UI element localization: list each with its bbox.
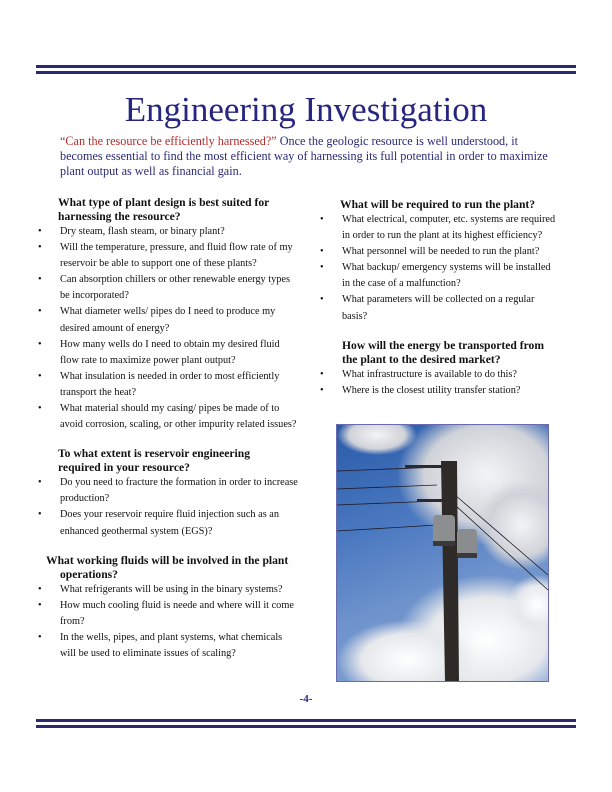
utility-pole-photo [336,424,549,682]
list-item: • Does your reservoir require fluid injection such as an enhanced geothermal system (EGS)? [38,507,300,539]
section-heading: What working fluids will be involved in the plant operations? [46,553,289,581]
section-heading: What type of plant design is best suited for harnessing the resource? [58,196,270,223]
list-item: • What parameters will be collected on a regular basis? [320,292,560,324]
section-run-plant [320,198,560,325]
intro-paragraph [60,134,560,179]
list-item: • What backup/ emergency systems will be installed in the case of a malfunction? [320,260,560,292]
utility-pole-illustration [337,425,548,681]
list-item: • What diameter wells/ pipes do I need to produce my desired amount of energy? [38,304,300,336]
page-title: Engineering Investigation [124,90,488,129]
list-item: • What insulation is needed in order to most efficiently transport the heat? [38,369,300,401]
list-item: • Dry steam, flash steam, or binary plant? [38,224,300,240]
section-energy-transport [320,339,560,399]
section-reservoir-engineering [38,447,300,539]
bottom-rule-2 [36,725,576,728]
section-working-fluids [38,554,300,662]
list-item: • Where is the closest utility transfer station? [320,383,560,399]
section-heading: To what extent is reservoir engineering required in your resource? [58,447,251,475]
list-item: • Can absorption chillers or other renewable energy types be incorporated? [38,272,300,304]
list-item: • What refrigerants will be using in the binary systems? [38,582,300,598]
section-heading: How will the energy be transported from the plant to the desired market? [342,338,545,366]
list-item: • In the wells, pipes, and plant systems, what chemicals will be used to eliminate issues of scaling? [38,630,300,662]
list-item: • Do you need to fracture the formation in order to increase production? [38,475,300,507]
left-column [38,196,300,662]
list-item: • What material should my casing/ pipes be made of to avoid corrosion, scaling, or other impurity related issues? [38,401,300,433]
bottom-rule-1 [36,719,576,722]
list-item: • What electrical, computer, etc. systems are required in order to run the plant at its highest efficiency? [320,212,560,244]
list-item: • Will the temperature, pressure, and fluid flow rate of my reservoir be able to support one of these plants? [38,240,300,272]
section-plant-design [38,196,300,433]
list-item: • What infrastructure is available to do this? [320,367,560,383]
page-number: -4- [299,693,313,705]
top-rule-1 [36,65,576,68]
list-item: • How many wells do I need to obtain my desired fluid flow rate to maximize power plant output? [38,337,300,369]
top-rule-2 [36,71,576,74]
intro-question: “Can the resource be efficiently harnessed?” [60,134,277,148]
section-heading: What will be required to run the plant? [340,198,536,211]
right-column [320,198,560,399]
list-item: • How much cooling fluid is neede and where will it come from? [38,598,300,630]
list-item: • What personnel will be needed to run the plant? [320,244,560,260]
intro-text: Once the geologic resource is well understood, it becomes essential to find the most efficient way of harnessing its full potential in order to maximize plant output as well as financial gain. [60,134,548,178]
